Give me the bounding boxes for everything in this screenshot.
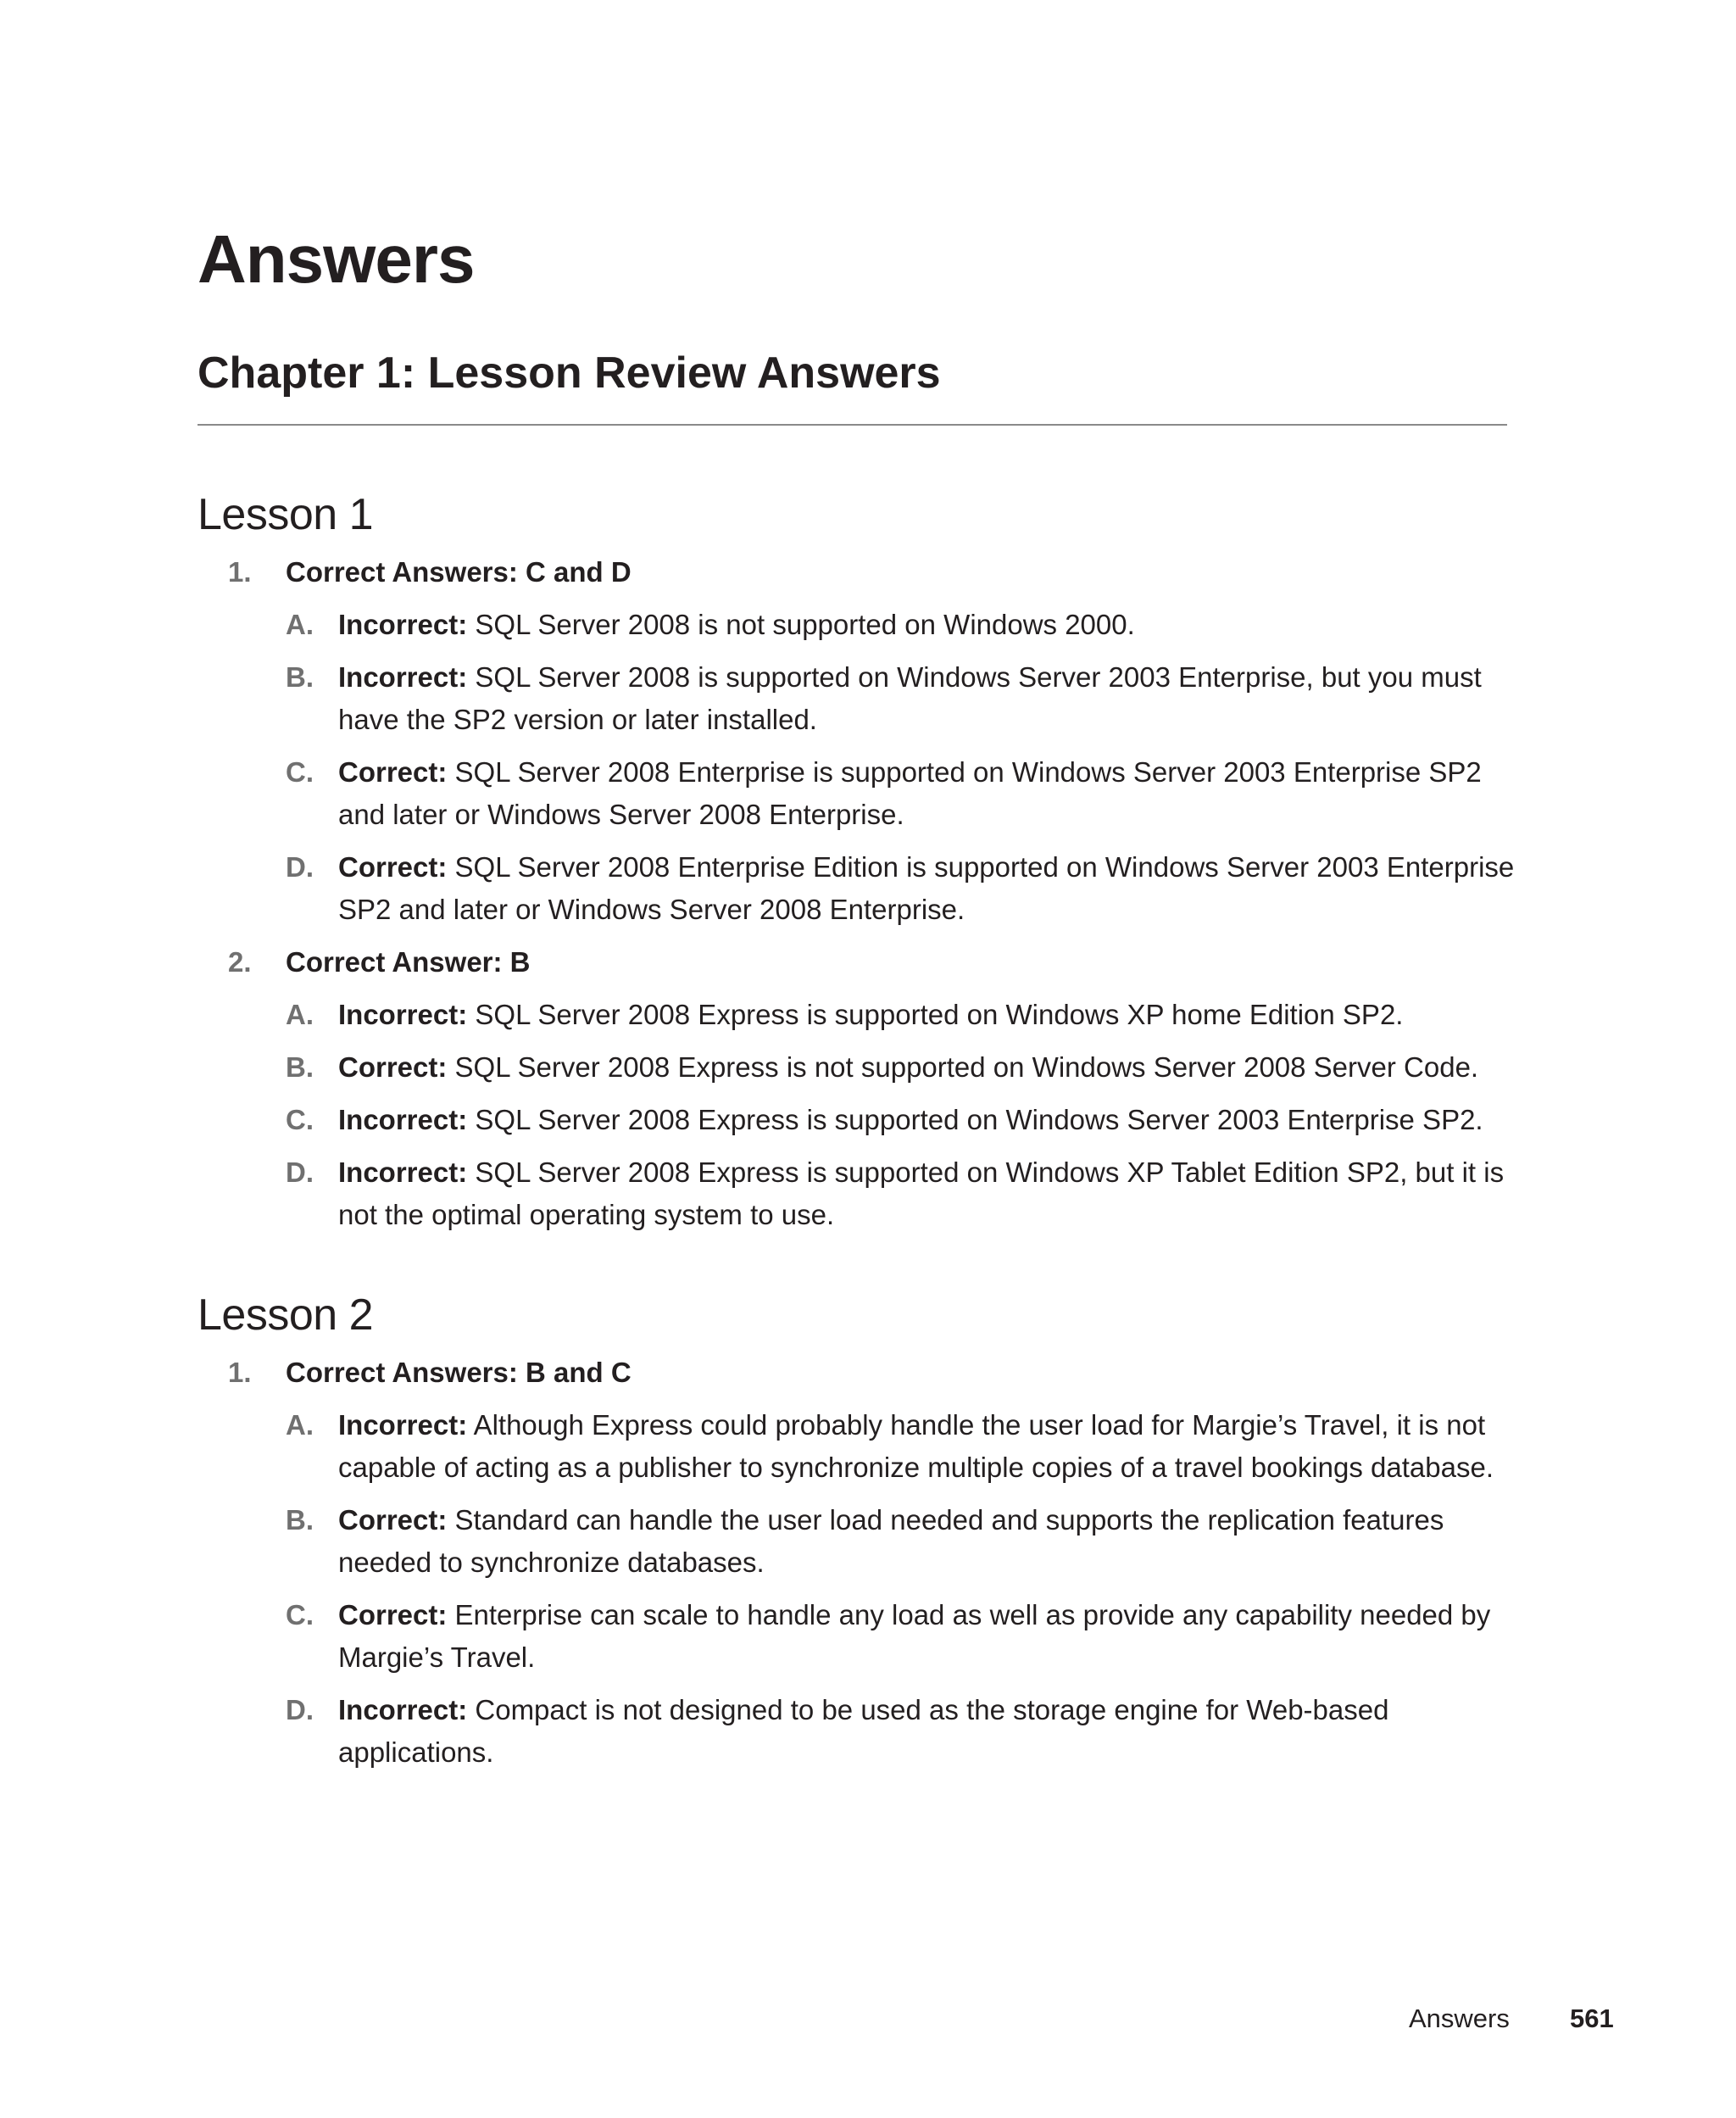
option-explanation: SQL Server 2008 Express is supported on Windows XP Tablet Edition SP2, but it is not the optimal operating system to use. xyxy=(338,1156,1505,1230)
question-number: 1. xyxy=(228,1356,252,1388)
answer-option xyxy=(198,1404,1516,1489)
answer-option xyxy=(198,604,1516,646)
lesson-title: Lesson 1 xyxy=(198,490,374,539)
question-number: 2. xyxy=(228,945,252,978)
answer-option xyxy=(198,656,1516,741)
option-verdict: Correct: xyxy=(338,755,448,788)
option-verdict: Incorrect: xyxy=(338,998,468,1030)
question-1 xyxy=(198,1352,1520,1774)
option-verdict: Incorrect: xyxy=(338,1103,468,1135)
option-explanation: SQL Server 2008 is supported on Windows Server 2003 Enterprise, but you must have the SP2 version or later installed. xyxy=(338,660,1482,735)
option-verdict: Correct: xyxy=(338,1051,448,1083)
answer-option xyxy=(198,1046,1516,1089)
answer-option xyxy=(198,1099,1516,1141)
option-verdict: Incorrect: xyxy=(338,608,468,640)
question-answer-summary: Correct Answer: B xyxy=(286,945,531,978)
footer-section-label: Answers xyxy=(1409,2004,1510,2033)
option-letter: C. xyxy=(286,1103,314,1135)
option-letter: A. xyxy=(286,998,314,1030)
question-answer-summary: Correct Answers: C and D xyxy=(286,555,632,588)
option-explanation: SQL Server 2008 Express is supported on Windows XP home Edition SP2. xyxy=(467,998,1404,1030)
option-explanation: SQL Server 2008 is not supported on Windows 2000. xyxy=(467,608,1135,640)
answer-option xyxy=(198,994,1516,1036)
option-letter: B. xyxy=(286,1503,314,1536)
question-heading xyxy=(198,941,1520,984)
option-explanation: Standard can handle the user load needed and supports the replication features needed to synchronize databases. xyxy=(338,1503,1444,1578)
option-verdict: Incorrect: xyxy=(338,1156,468,1188)
chapter-divider xyxy=(198,424,1507,426)
question-answer-summary: Correct Answers: B and C xyxy=(286,1356,632,1388)
option-letter: D. xyxy=(286,850,314,883)
question-heading xyxy=(198,551,1520,594)
option-verdict: Correct: xyxy=(338,1598,448,1630)
option-letter: C. xyxy=(286,1598,314,1630)
option-explanation: SQL Server 2008 Enterprise is supported on Windows Server 2003 Enterprise SP2 and later or Windows Server 2008 Enterprise. xyxy=(338,755,1482,830)
option-letter: B. xyxy=(286,1051,314,1083)
chapter-heading: Chapter 1: Lesson Review Answers xyxy=(198,348,941,398)
option-verdict: Correct: xyxy=(338,1503,448,1536)
option-explanation: SQL Server 2008 Express is not supported on Windows Server 2008 Server Code. xyxy=(447,1051,1479,1083)
page-title: Answers xyxy=(198,221,475,297)
option-letter: D. xyxy=(286,1693,314,1725)
option-explanation: SQL Server 2008 Enterprise Edition is supported on Windows Server 2003 Enterprise SP2 and later or Windows Server 2008 Enterprise. xyxy=(338,850,1515,925)
option-explanation: Compact is not designed to be used as the storage engine for Web-based applications. xyxy=(338,1693,1389,1768)
answer-option xyxy=(198,751,1516,836)
option-explanation: Although Express could probably handle the user load for Margie’s Travel, it is not capable of acting as a publisher to synchronize multiple copies of a travel bookings database. xyxy=(338,1408,1494,1483)
question-heading xyxy=(198,1352,1520,1394)
lesson-title: Lesson 2 xyxy=(198,1290,374,1340)
option-verdict: Incorrect: xyxy=(338,660,468,693)
option-letter: D. xyxy=(286,1156,314,1188)
option-letter: C. xyxy=(286,755,314,788)
lesson-2-section xyxy=(198,1290,1520,1784)
footer-page-number: 561 xyxy=(1570,2004,1614,2033)
answer-option xyxy=(198,1151,1516,1236)
option-letter: A. xyxy=(286,608,314,640)
lesson-1-section xyxy=(198,490,1520,1246)
option-verdict: Incorrect: xyxy=(338,1408,468,1441)
option-letter: A. xyxy=(286,1408,314,1441)
option-letter: B. xyxy=(286,660,314,693)
answer-option xyxy=(198,1594,1516,1679)
option-explanation: SQL Server 2008 Express is supported on Windows Server 2003 Enterprise SP2. xyxy=(467,1103,1483,1135)
option-explanation: Enterprise can scale to handle any load as well as provide any capability needed by Margie’s Travel. xyxy=(338,1598,1491,1673)
answer-option xyxy=(198,846,1516,931)
question-2 xyxy=(198,941,1520,1236)
option-verdict: Incorrect: xyxy=(338,1693,468,1725)
option-verdict: Correct: xyxy=(338,850,448,883)
question-number: 1. xyxy=(228,555,252,588)
question-1 xyxy=(198,551,1520,931)
answer-option xyxy=(198,1499,1516,1584)
answer-option xyxy=(198,1689,1516,1774)
